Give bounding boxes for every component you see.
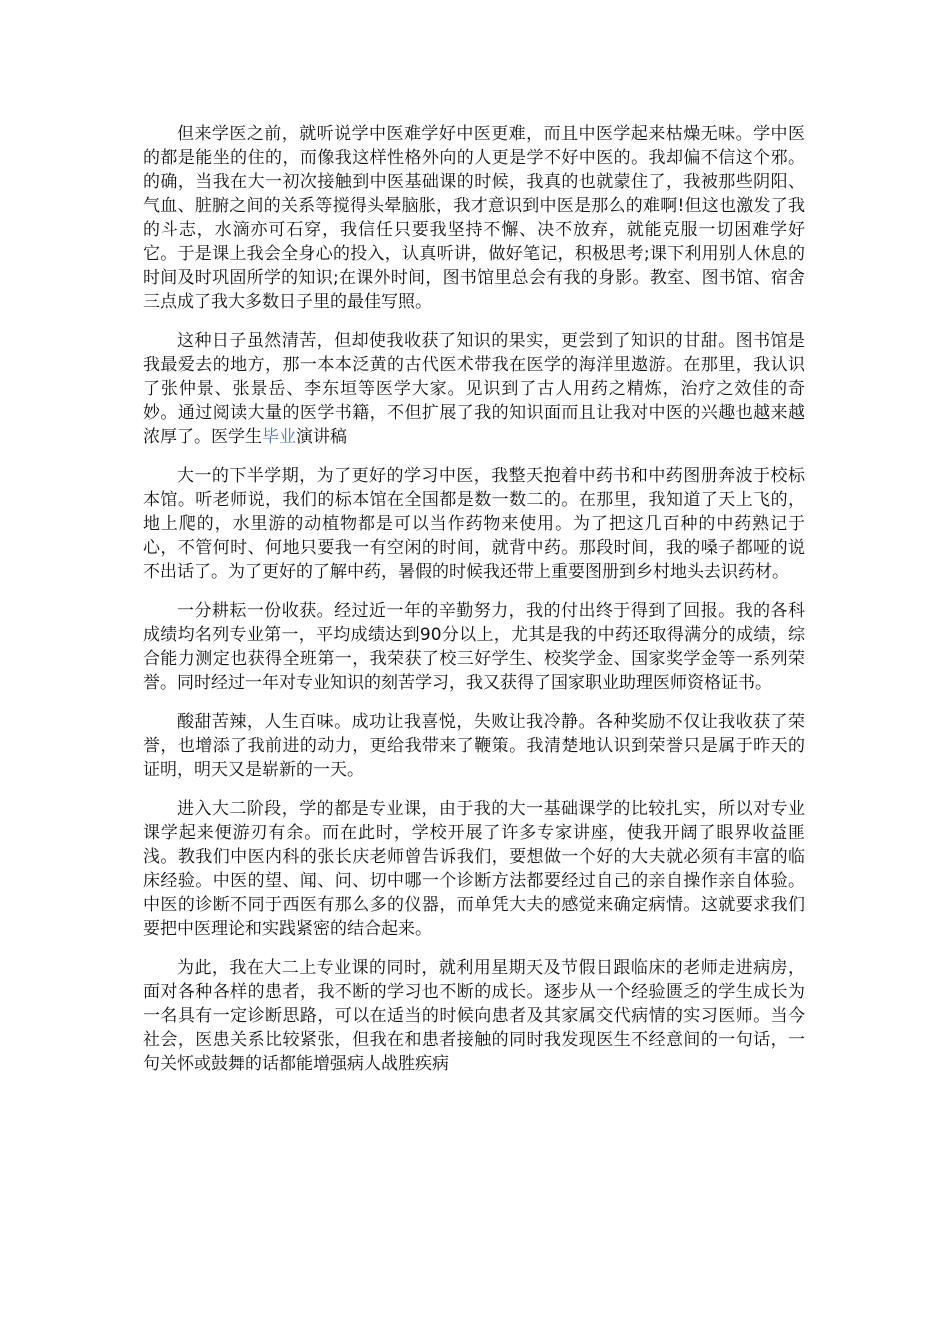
paragraph-2 — [143, 329, 805, 449]
paragraph-7-text: 为此，我在大二上专业课的同时，就利用星期天及节假日跟临床的老师走进病房，面对各种各样的患者，我不断的学习也不断的成长。逐步从一个经验匮乏的学生成长为一名具有一定诊断思路，可以在适当的时候向患者及其家属交代病情的实习医师。当今社会，医患关系比较紧张，但我在和患者接触的同时我发现医生不经意间的一句话，一句关怀或鼓舞的话都能增强病人战胜疾病 — [143, 958, 805, 1074]
paragraph-1-text: 但来学医之前，就听说学中医难学好中医更难，而且中医学起来枯燥无味。学中医的都是能坐的住的，而像我这样性格外向的人更是学不好中医的。我却偏不信这个邪。的确，当我在大一初次接触到中医基础课的时候，我真的也就蒙住了，我被那些阴阳、气血、脏腑之间的关系等搅得头晕脑胀，我才意识到中医是那么的难啊!但这也激发了我的斗志，水滴亦可石穿，我信任只要我坚持不懈、决不放弃，就能克服一切困难学好它。于是课上我会全身心的投入，认真听讲，做好笔记，积极思考;课下利用别人休息的时间及时巩固所学的知识;在课外时间，图书馆里总会有我的身影。教室、图书馆、宿舍三点成了我大多数日子里的最佳写照。 — [143, 124, 805, 312]
paragraph-2-text: 这种日子虽然清苦，但却使我收获了知识的果实，更尝到了知识的甘甜。图书馆是我最爱去的地方，那一本本泛黄的古代医术带我在医学的海洋里遨游。在那里，我认识了张仲景、张景岳、李东垣等医学大家。见识到了古人用药之精炼，治疗之效佳的奇妙。通过阅读大量的医学书籍，不但扩展了我的知识面而且让我对中医的兴趣也越来越浓厚了。医学生 — [143, 331, 805, 447]
paragraph-4 — [143, 599, 805, 695]
paragraph-2-tail: 演讲稿 — [296, 427, 347, 447]
paragraph-1 — [143, 122, 805, 314]
paragraph-3 — [143, 464, 805, 584]
graduation-link[interactable]: 毕业 — [262, 427, 296, 447]
paragraph-5-text: 酸甜苦辣，人生百味。成功让我喜悦，失败让我冷静。各种奖励不仅让我收获了荣誉，也增添了我前进的动力，更给我带来了鞭策。我清楚地认识到荣誉只是属于昨天的证明，明天又是崭新的一天。 — [143, 712, 805, 780]
document-page — [143, 122, 805, 1091]
paragraph-3-text: 大一的下半学期，为了更好的学习中医，我整天抱着中药书和中药图册奔波于校标本馆。听老师说，我们的标本馆在全国都是数一数二的。在那里，我知道了天上飞的，地上爬的，水里游的动植物都是可以当作药物来使用。为了把这几百种的中药熟记于心，不管何时、何地只要我一有空闲的时间，就背中药。那段时间，我的嗓子都哑的说不出话了。为了更好的了解中药，暑假的时候我还带上重要图册到乡村地头去识药材。 — [143, 466, 805, 582]
paragraph-6 — [143, 797, 805, 941]
paragraph-6-text: 进入大二阶段，学的都是专业课，由于我的大一基础课学的比较扎实，所以对专业课学起来便游刃有余。而在此时，学校开展了许多专家讲座，使我开阔了眼界收益匪浅。教我们中医内科的张长庆老师曾告诉我们，要想做一个好的大夫就必须有丰富的临床经验。中医的望、闻、问、切中哪一个诊断方法都要经过自己的亲自操作亲自体验。中医的诊断不同于西医有那么多的仪器，而单凭大夫的感觉来确定病情。这就要求我们要把中医理论和实践紧密的结合起来。 — [143, 799, 805, 939]
paragraph-5 — [143, 710, 805, 782]
paragraph-7 — [143, 956, 805, 1076]
paragraph-4-text: 一分耕耘一份收获。经过近一年的辛勤努力，我的付出终于得到了回报。我的各科成绩均名列专业第一，平均成绩达到90分以上，尤其是我的中药还取得满分的成绩，综合能力测定也获得全班第一，我荣获了校三好学生、校奖学金、国家奖学金等一系列荣誉。同时经过一年对专业知识的刻苦学习，我又获得了国家职业助理医师资格证书。 — [143, 601, 805, 693]
